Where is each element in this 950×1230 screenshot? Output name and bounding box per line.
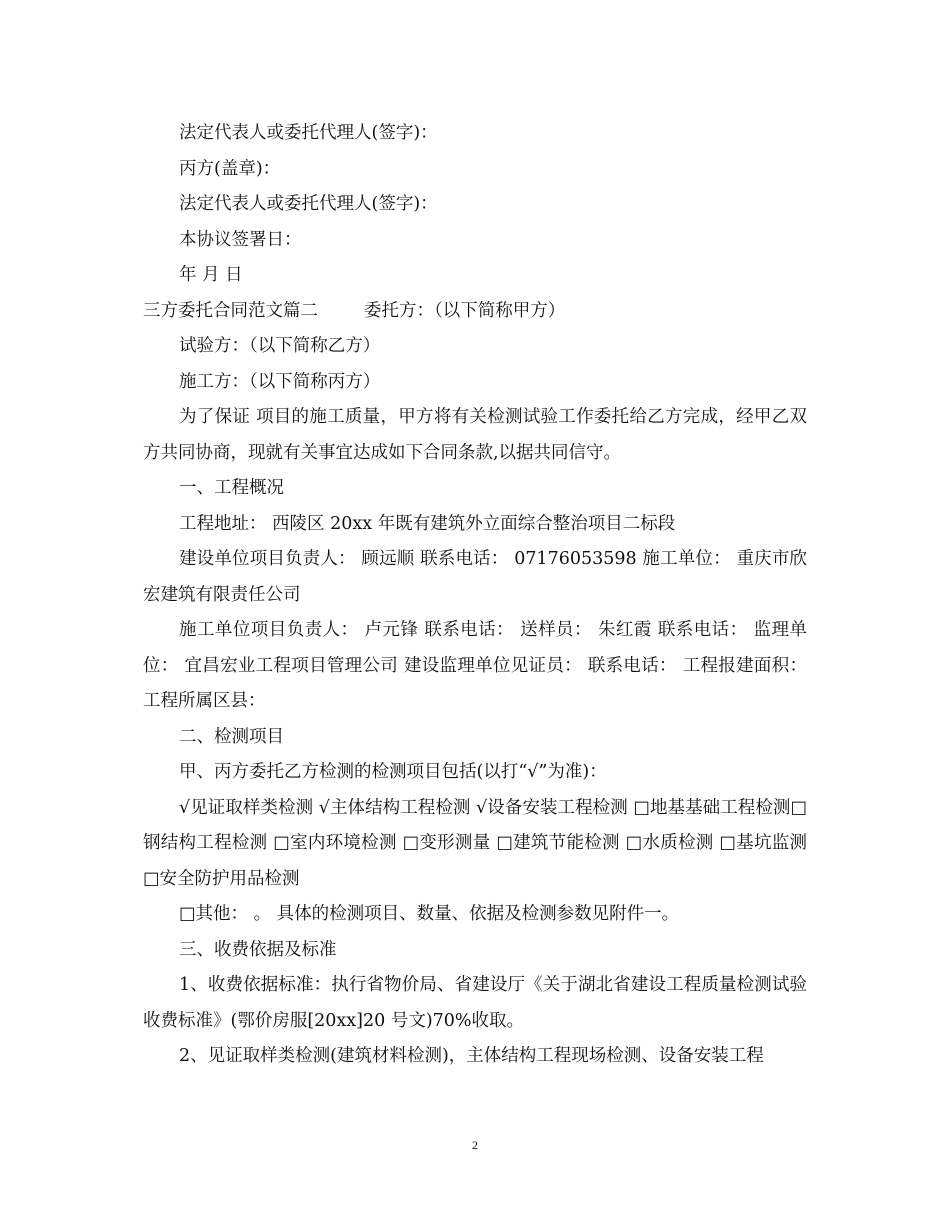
construction-party-line: 施工方：（以下简称丙方）: [179, 371, 381, 392]
seal-line-party-c: 丙方(盖章)：: [179, 158, 281, 179]
section-3-title: 三、收费依据及标准: [179, 939, 337, 960]
signature-line-party-c-rep: 法定代表人或委托代理人(签字)：: [179, 194, 438, 214]
fee-item-1: 1、收费依据标准：执行省物价局、省建设厅《关于湖北省建设工程质量检测试验收费标准》(鄂价房服[20xx]20 号文)70%收取。: [143, 975, 807, 1031]
fee-item-2: 2、见证取样类检测(建筑材料检测)，主体结构工程现场检测、设备安装工程: [179, 1046, 764, 1066]
testing-party-line: 试验方：（以下简称乙方）: [179, 336, 381, 356]
section-title: 三方委托合同范文篇二: [143, 300, 318, 321]
project-address: 工程地址： 西陵区 20xx 年既有建筑外立面综合整治项目二标段: [179, 513, 676, 534]
signature-line-party-b-rep: 法定代表人或委托代理人(签字)：: [179, 123, 438, 143]
document-body: [143, 116, 807, 1075]
client-party-line: 委托方：（以下简称甲方）: [364, 300, 566, 321]
section-1-title: 一、工程概况: [179, 478, 284, 498]
page-number: 2: [472, 1138, 478, 1152]
signing-date-label: 本协议签署日：: [179, 229, 302, 250]
builder-info: 建设单位项目负责人： 顾远顺 联系电话： 07176053598 施工单位： 重庆市欣宏建筑有限责任公司: [143, 549, 807, 605]
signing-date-value: 年 月 日: [179, 265, 243, 285]
test-intro: 甲、丙方委托乙方检测的检测项目包括(以打“√”为准)：: [179, 762, 607, 782]
section-heading-line: [143, 294, 807, 330]
test-other: □其他： 。 具体的检测项目、数量、依据及检测参数见附件一。: [179, 904, 680, 924]
contractor-info: 施工单位项目负责人： 卢元锋 联系电话： 送样员： 朱红霞 联系电话： 监理单位： 宜昌宏业工程项目管理公司 建设监理单位见证员： 联系电话： 工程报建面积： 工程所属区县：: [143, 620, 807, 711]
section-2-title: 二、检测项目: [179, 726, 284, 747]
test-items-list: √见证取样类检测 √主体结构工程检测 √设备安装工程检测 □地基基础工程检测□钢结构工程检测 □室内环境检测 □变形测量 □建筑节能检测 □水质检测 □基坑监测 □安全防护用品检测: [143, 797, 807, 889]
intro-paragraph: 为了保证 项目的施工质量，甲方将有关检测试验工作委托给乙方完成，经甲乙双方共同协商，现就有关事宜达成如下合同条款,以据共同信守。: [143, 407, 807, 463]
spacer: [318, 294, 364, 330]
